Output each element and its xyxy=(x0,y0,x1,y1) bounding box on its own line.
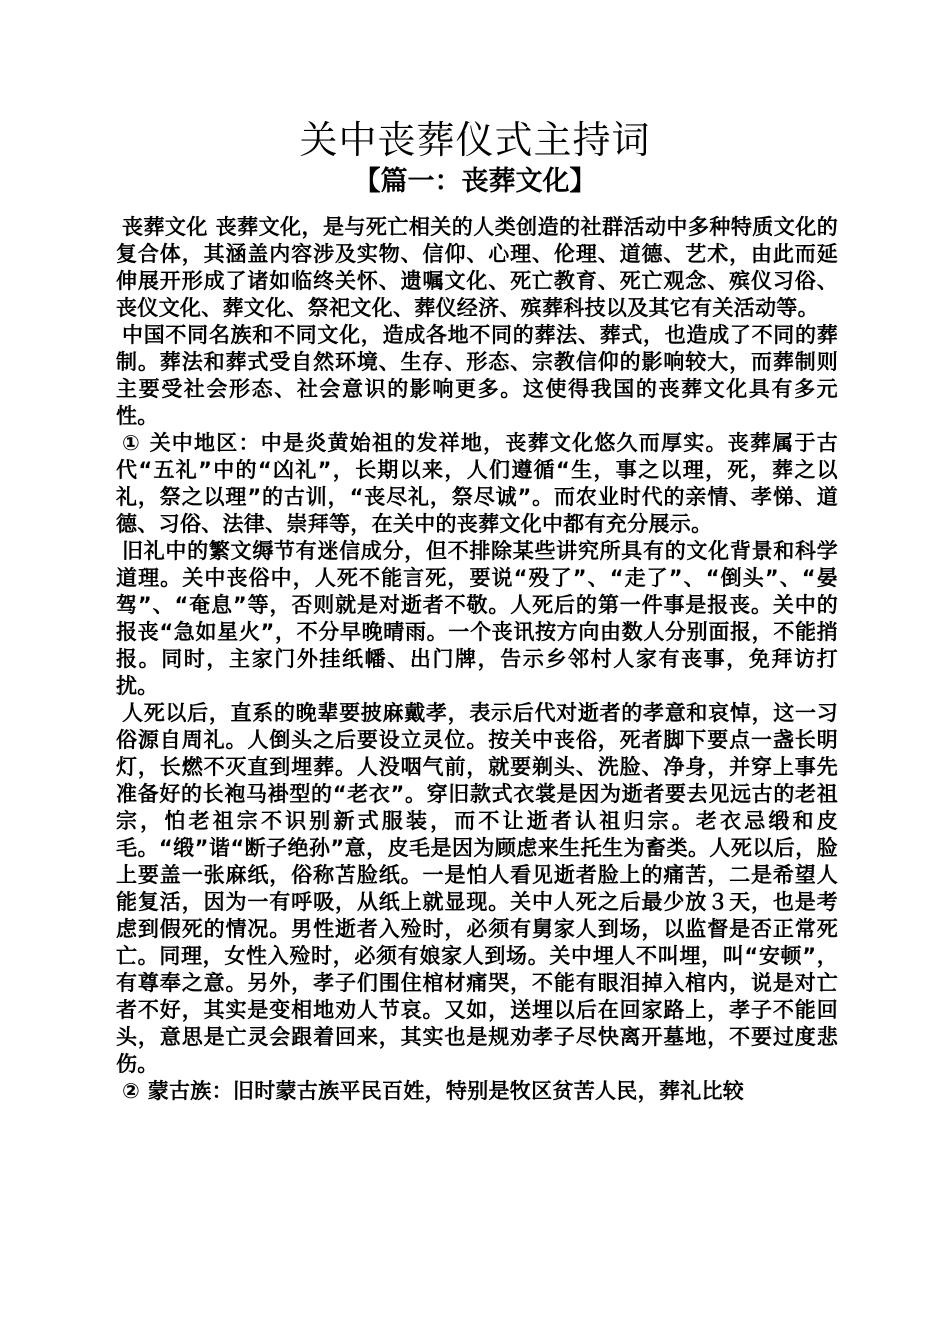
document-subtitle: 【篇一：丧葬文化】 xyxy=(353,166,597,197)
paragraph-after-death: 人死以后，直系的晚辈要披麻戴孝，表示后代对逝者的孝意和哀悼，这一习俗源自周礼。人倒头之后要设立灵位。按关中丧俗，死者脚下要点一盏长明灯，长燃不灭直到埋葬。人没咽气前，就要剃头、洗脸、净身，并穿上事先准备好的长袍马褂型的“老衣”。穿旧款式衣裳是因为逝者要去见远古的老祖宗，怕老祖宗不识别新式服装，而不让逝者认祖归宗。老衣忌缎和皮毛。“缎”谐“断子绝孙”意，皮毛是因为顾虑来生托生为畜类。人死以后，脸上要盖一张麻纸，俗称苫脸纸。一是怕人看见逝者脸上的痛苦，二是希望人能复活，因为一有呼吸，从纸上就显现。关中人死之后最少放３天，也是考虑到假死的情况。男性逝者入殓时，必须有舅家人到场，以监督是否正常死亡。同理，女性入殓时，必须有娘家人到场。关中埋人不叫埋，叫“安顿”，有尊奉之意。另外，孝子们围住棺材痛哭，不能有眼泪掉入棺内，说是对亡者不好，其实是变相地劝人节哀。又如，送埋以后在回家路上，孝子不能回头，意思是亡灵会跟着回来，其实也是规劝孝子尽快离开墓地，不要过度悲伤。 xyxy=(116,701,838,1076)
document-body xyxy=(116,214,838,1105)
paragraph-old-rites: 旧礼中的繁文缛节有迷信成分，但不排除某些讲究所具有的文化背景和科学道理。关中丧俗中，人死不能言死，要说“殁了”、“走了”、“倒头”、“晏驾”、“奄息”等，否则就是对逝者不敬。人死后的第一件事是报丧。关中的报丧“急如星火”，不分早晚晴雨。一个丧讯按方向由数人分别面报，不能捎报。同时，主家门外挂纸幡、出门牌，告示乡邻村人家有丧事，免拜访打扰。 xyxy=(116,539,838,698)
paragraph-guanzhong-region: ① 关中地区：中是炎黄始祖的发祥地，丧葬文化悠久而厚实。丧葬属于古代“五礼”中的“凶礼”，长期以来，人们遵循“生，事之以理，死，葬之以礼，祭之以理”的古训，“丧尽礼，祭尽诚”。而农业时代的亲情、孝悌、道德、习俗、法律、崇拜等，在关中的丧葬文化中都有充分展示。 xyxy=(116,431,838,536)
paragraph-burial-customs: 中国不同名族和不同文化，造成各地不同的葬法、葬式，也造成了不同的葬制。葬法和葬式受自然环境、生存、形态、宗教信仰的影响较大，而葬制则主要受社会形态、社会意识的影响更多。这使得我国的丧葬文化具有多元性。 xyxy=(116,323,838,428)
document-title: 关中丧葬仪式主持词 xyxy=(299,118,651,162)
paragraph-intro: 丧葬文化 丧葬文化，是与死亡相关的人类创造的社群活动中多种特质文化的复合体，其涵盖内容涉及实物、信仰、心理、伦理、道德、艺术，由此而延伸展开形成了诸如临终关怀、遗嘱文化、死亡教育、死亡观念、殡仪习俗、丧仪文化、葬文化、祭祀文化、葬仪经济、殡葬科技以及其它有关活动等。 xyxy=(116,215,838,320)
paragraph-mongolian: ② 蒙古族：旧时蒙古族平民百姓，特别是牧区贫苦人民，葬礼比较 xyxy=(122,1079,745,1103)
